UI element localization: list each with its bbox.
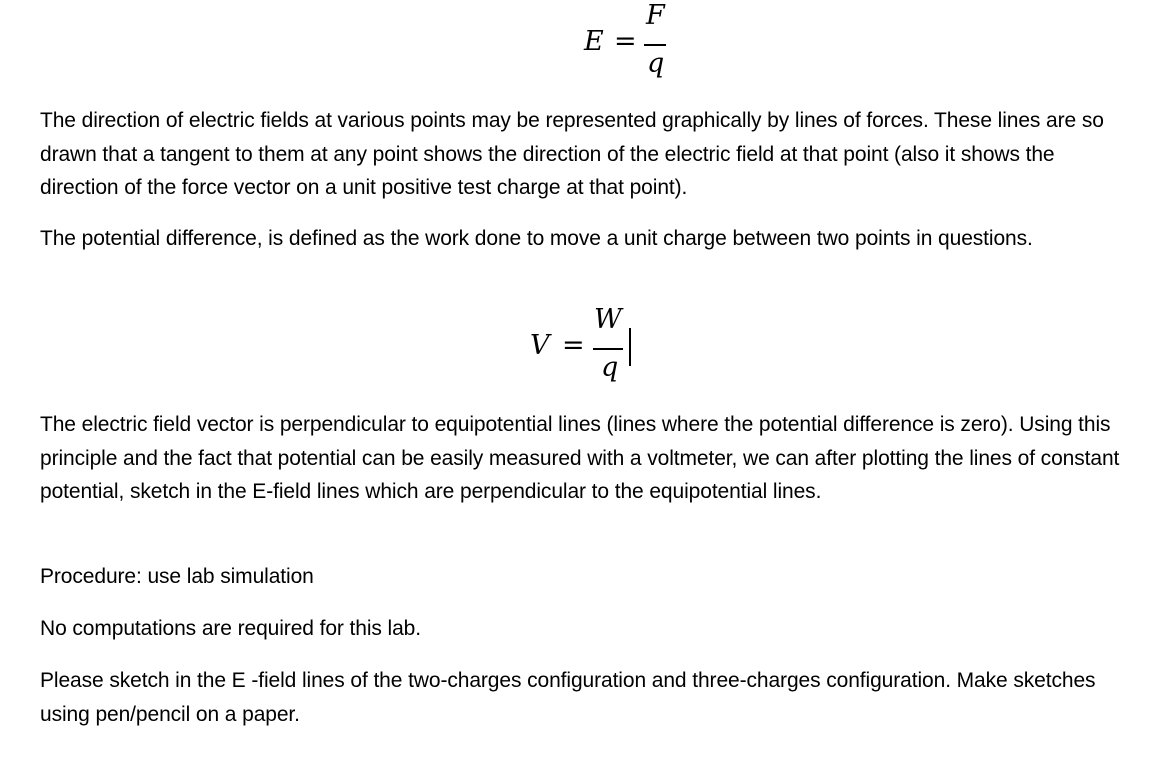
- potential-difference-paragraph: The potential difference, is defined as the work done to move a unit charge between two points in questions.: [40, 227, 1033, 250]
- fraction-bar: [593, 348, 623, 350]
- procedure-paragraph: Procedure: use lab simulation: [40, 565, 314, 588]
- sketch-instructions-paragraph: Please sketch in the E -field lines of the two-charges configuration and three-charges configuration. Make sketches using pen/pencil on a paper.: [40, 669, 1096, 726]
- equation-denominator: q: [601, 352, 619, 383]
- equation-lhs: V: [530, 330, 550, 361]
- equation-numerator: W: [594, 304, 622, 335]
- electric-field-equation: [584, 0, 674, 90]
- fraction-bar: [644, 44, 666, 46]
- equation-denominator: q: [647, 48, 665, 79]
- equipotential-paragraph: The electric field vector is perpendicular to equipotential lines (lines where the potential difference is zero). Using this principle and the fact that potential can be easily measured with a voltmeter, we can after plotting the lines of constant potential, sketch in the E-field lines which are perpendicular to the equipotential lines.: [40, 413, 1120, 503]
- computations-paragraph: No computations are required for this lab.: [40, 617, 421, 640]
- equation-equals: =: [614, 26, 637, 57]
- equation-lhs: E: [584, 26, 604, 57]
- field-lines-paragraph: The direction of electric fields at various points may be represented graphically by lines of forces. These lines are so drawn that a tangent to them at any point shows the direction of the electric field at that point (also it shows the direction of the force vector on a unit positive test charge at that point).: [40, 109, 1104, 199]
- equation-numerator: F: [646, 0, 665, 31]
- potential-equation: [530, 300, 650, 395]
- text-cursor: [629, 328, 631, 366]
- equation-equals: =: [562, 330, 585, 361]
